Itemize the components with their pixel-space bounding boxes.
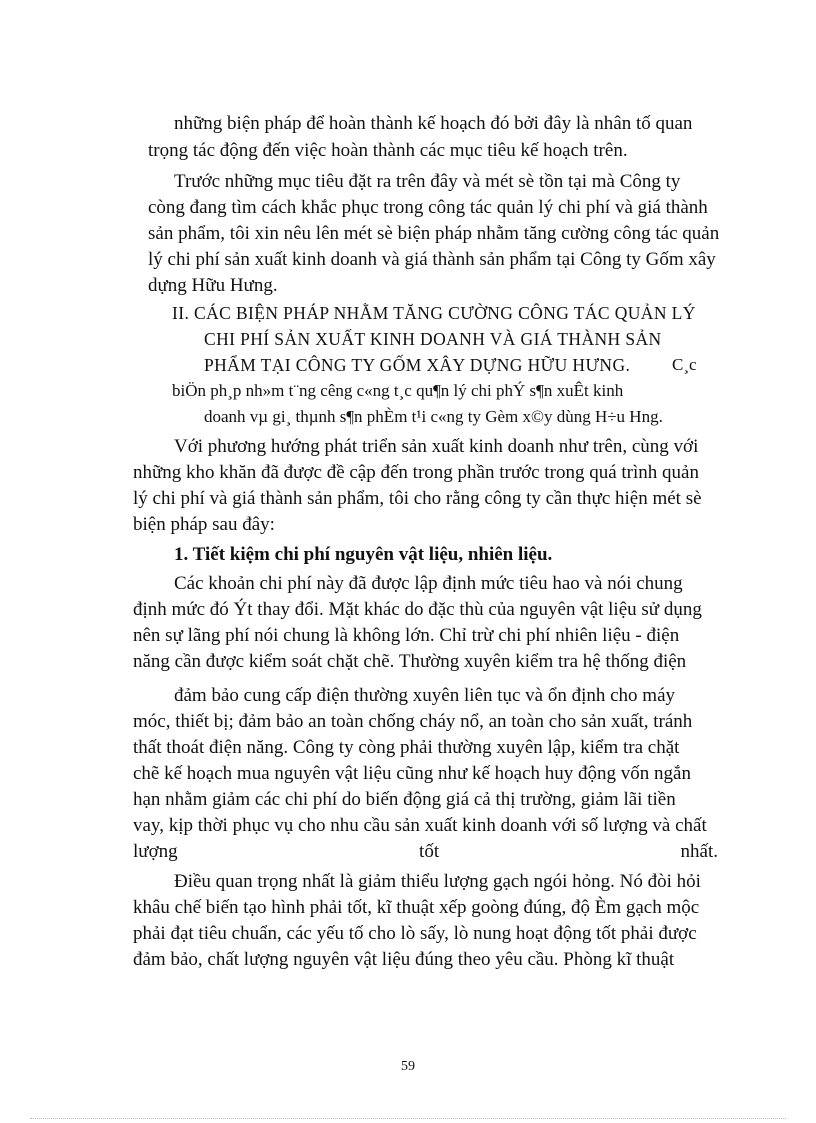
text-line: những biện pháp để hoàn thành kế hoạch đó bởi đây là nhân tố quan (174, 113, 693, 134)
text-line: Trước những mục tiêu đặt ra trên đây và mét sè tồn tại mà Công ty (174, 171, 681, 192)
text-line: dựng Hữu Hưng. (148, 275, 278, 296)
word: tốt (419, 841, 440, 862)
text-line: đảm bảo, chất lượng nguyên vật liệu đúng theo yêu cầu. Phòng kĩ thuật (133, 949, 675, 970)
subheading: 1. Tiết kiệm chi phí nguyên vật liệu, nhiên liệu. (174, 544, 553, 565)
text-line: biện pháp sau đây: (133, 514, 275, 535)
text-line: Với phương hướng phát triển sản xuất kinh doanh như trên, cùng với (174, 436, 699, 457)
text-line: đảm bảo cung cấp điện thường xuyên liên tục và ổn định cho máy (174, 685, 676, 706)
text-line: Các khoản chi phí này đã được lập định mức tiêu hao và nói chung (174, 573, 683, 594)
text-line: năng cần được kiểm soát chặt chẽ. Thường xuyên kiểm tra hệ thống điện (133, 651, 687, 672)
text-line: móc, thiết bị; đảm bảo an toàn chống cháy nổ, an toàn cho sản xuất, tránh (133, 711, 693, 732)
page-edge-divider (30, 1118, 786, 1119)
text-line: lý chi phí sản xuất kinh doanh và giá thành sản phẩm tại Công ty Gốm xây (148, 249, 716, 270)
text-line: những kho khăn đã được đề cập đến trong phần trước trong quá trình quản (133, 462, 699, 483)
garbled-text: biÖn ph¸p nh»m t¨ng cêng c«ng t¸c qu¶n lý chi phÝ s¶n xuÊt kinh (172, 381, 624, 400)
word: lượng (133, 841, 178, 862)
word: nhất. (680, 841, 718, 862)
text-line: còng đang tìm cách khắc phục trong công tác quản lý chi phí và giá thành (148, 197, 708, 218)
section-heading: II. CÁC BIỆN PHÁP NHẰM TĂNG CƯỜNG CÔNG TÁC QUẢN LÝ (172, 303, 696, 323)
text-line: sản phẩm, tôi xin nêu lên mét sè biện pháp nhằm tăng cường công tác quản (148, 223, 720, 244)
text-line-justified (133, 840, 718, 864)
section-heading: PHẨM TẠI CÔNG TY GỐM XÂY DỰNG HỮU HƯNG. (204, 355, 631, 375)
text-line: định mức đó Ýt thay đổi. Mặt khác do đặc thù của nguyên vật liệu sử dụng (133, 599, 702, 620)
garbled-text: C¸c (672, 355, 697, 374)
text-line: trọng tác động đến việc hoàn thành các mục tiêu kế hoạch trên. (148, 140, 628, 161)
text-line: chẽ kế hoạch mua nguyên vật liệu cũng như kế hoạch huy động vốn ngắn (133, 763, 691, 784)
garbled-text: doanh vµ gi¸ thµnh s¶n phÈm t¹i c«ng ty Gèm x©y dùng H÷u Hng. (204, 407, 663, 426)
page-number: 59 (401, 1059, 415, 1074)
text-line: hạn nhằm giảm các chi phí do biến động giá cả thị trường, giảm lãi tiền (133, 789, 676, 810)
text-line: vay, kịp thời phục vụ cho nhu cầu sản xuất kinh doanh với số lượng và chất (133, 815, 707, 836)
text-line: lý chi phí và giá thành sản phẩm, tôi cho rằng công ty cần thực hiện mét sè (133, 488, 702, 509)
text-line: thất thoát điện năng. Công ty còng phải thường xuyên lập, kiểm tra chặt (133, 737, 680, 758)
text-line: nên sự lãng phí nói chung là không lớn. Chỉ trừ chi phí nhiên liệu - điện (133, 625, 680, 646)
text-line: khâu chế biến tạo hình phải tốt, kĩ thuật xếp goòng đúng, độ Èm gạch mộc (133, 897, 700, 918)
text-line: Điều quan trọng nhất là giảm thiểu lượng gạch ngói hỏng. Nó đòi hỏi (174, 871, 701, 892)
section-heading: CHI PHÍ SẢN XUẤT KINH DOANH VÀ GIÁ THÀNH SẢN (204, 329, 662, 349)
text-line: phải đạt tiêu chuẩn, các yếu tố cho lò sấy, lò nung hoạt động tốt phải được (133, 923, 697, 944)
